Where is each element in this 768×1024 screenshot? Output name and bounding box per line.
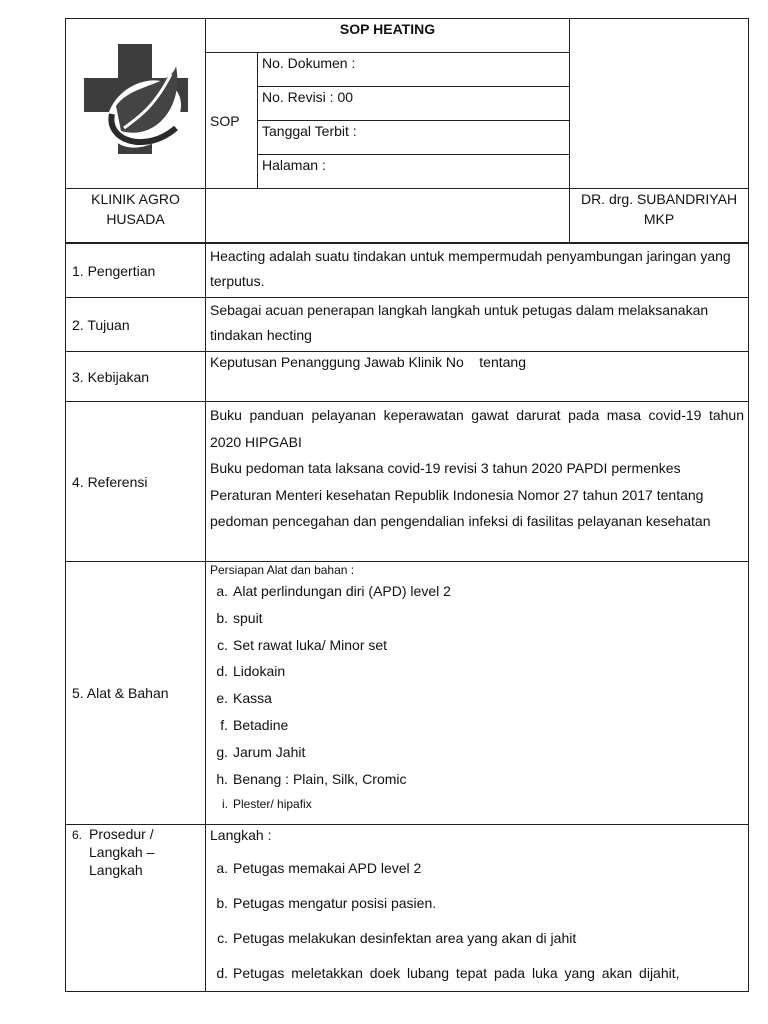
list-item: g. Jarum Jahit bbox=[216, 743, 306, 760]
prosedur-list bbox=[210, 851, 744, 991]
text-pengertian: Heacting adalah suatu tindakan untuk mempermudah penyambungan jaringan yang terputus. bbox=[206, 244, 749, 298]
referensi-line-2: Buku pedoman tata laksana covid-19 revisi 3 tahun 2020 PAPDI permenkes bbox=[210, 460, 681, 476]
row-kebijakan bbox=[66, 352, 749, 402]
field-no-dokumen: No. Dokumen : bbox=[258, 53, 570, 87]
list-item: a. Petugas memakai APD level 2 bbox=[216, 860, 422, 876]
row-prosedur bbox=[66, 825, 749, 992]
field-no-revisi: No. Revisi : 00 bbox=[258, 87, 570, 121]
field-halaman: Halaman : bbox=[258, 155, 570, 189]
list-item: d. Petugas meletakkan doek lubang tepat pada luka yang akan dijahit, bbox=[216, 965, 680, 981]
alat-intro: Persiapan Alat dan bahan : bbox=[210, 563, 355, 577]
list-item: e. Kassa bbox=[216, 690, 272, 707]
list-item: i. Plester/ hipafix bbox=[222, 797, 312, 812]
row-referensi bbox=[66, 402, 749, 562]
sop-body-table bbox=[65, 243, 749, 992]
prosedur-number: 6. bbox=[72, 828, 83, 842]
text-tujuan: Sebagai acuan penerapan langkah langkah untuk petugas dalam melaksanakan tindakan hecting bbox=[206, 298, 749, 352]
label-tujuan: 2. Tujuan bbox=[66, 298, 206, 352]
label-prosedur bbox=[66, 825, 206, 992]
header-right-blank bbox=[570, 19, 749, 189]
row-tujuan bbox=[66, 298, 749, 352]
label-alat-bahan: 5. Alat & Bahan bbox=[66, 562, 206, 825]
prosedur-intro: Langkah : bbox=[210, 827, 272, 843]
label-referensi: 4. Referensi bbox=[66, 402, 206, 562]
list-item: c. Petugas melakukan desinfektan area yang akan di jahit bbox=[217, 930, 577, 946]
list-item: b. Petugas mengatur posisi pasien. bbox=[216, 895, 437, 911]
medical-cross-leaf-icon bbox=[76, 36, 196, 166]
referensi-line-1: Buku panduan pelayanan keperawatan gawat darurat pada masa covid-19 tahun 2020 HIPGABI bbox=[210, 407, 744, 450]
clinic-middle-blank bbox=[206, 189, 570, 243]
label-pengertian: 1. Pengertian bbox=[66, 244, 206, 298]
content-prosedur bbox=[206, 825, 749, 992]
list-item: c. Set rawat luka/ Minor set bbox=[217, 636, 388, 653]
field-tanggal-terbit: Tanggal Terbit : bbox=[258, 121, 570, 155]
sop-label: SOP bbox=[206, 53, 258, 189]
row-alat-bahan bbox=[66, 562, 749, 825]
list-item: f. Betadine bbox=[220, 716, 289, 733]
list-item: d. Lidokain bbox=[216, 663, 286, 680]
content-alat-bahan bbox=[206, 562, 749, 825]
prosedur-label: Prosedur / Langkah – Langkah bbox=[89, 826, 155, 878]
text-kebijakan: Keputusan Penanggung Jawab Klinik No tentang bbox=[206, 352, 749, 402]
label-kebijakan: 3. Kebijakan bbox=[66, 352, 206, 402]
alat-list bbox=[210, 578, 744, 816]
sop-header-table bbox=[65, 18, 749, 243]
referensi-line-3: Peraturan Menteri kesehatan Republik Indonesia Nomor 27 tahun 2017 tentang pedoman pencegahan dan pengendalian infeksi di fasilitas pelayanan kesehatan bbox=[210, 486, 711, 529]
list-item: h. Benang : Plain, Silk, Cromic bbox=[216, 770, 407, 787]
list-item: a. Alat perlindungan diri (APD) level 2 bbox=[216, 583, 451, 599]
list-item: b. spuit bbox=[216, 609, 263, 626]
clinic-logo bbox=[66, 19, 206, 189]
sop-title: SOP HEATING bbox=[206, 19, 570, 53]
text-referensi bbox=[206, 402, 749, 562]
clinic-name: KLINIK AGRO HUSADA bbox=[66, 189, 206, 243]
sop-document bbox=[65, 18, 748, 992]
row-pengertian bbox=[66, 244, 749, 298]
signer-name: DR. drg. SUBANDRIYAH MKP bbox=[570, 189, 749, 243]
